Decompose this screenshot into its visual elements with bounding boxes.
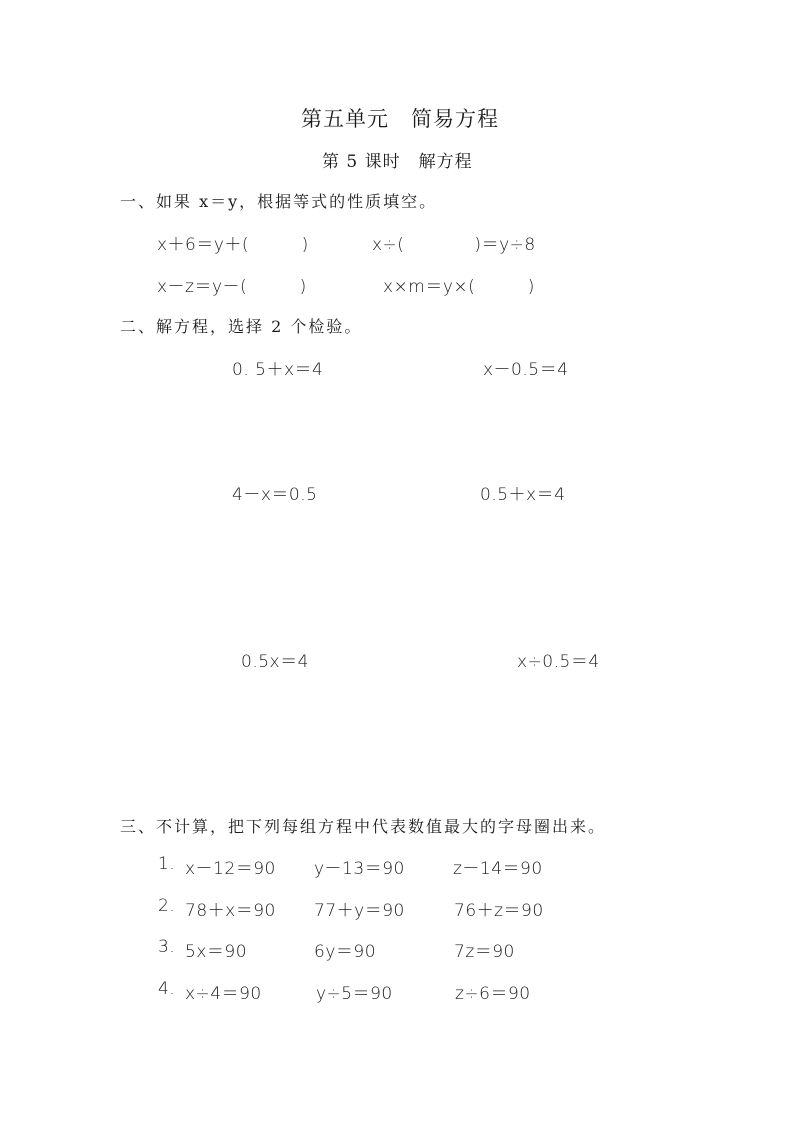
row-number: 2. bbox=[158, 896, 176, 916]
equation: z÷6＝90 bbox=[455, 984, 531, 1004]
equation: x÷0.5＝4 bbox=[517, 652, 600, 672]
equation: 6y＝90 bbox=[314, 942, 377, 962]
equation: 0.5x＝4 bbox=[241, 652, 309, 672]
fill-blank-item: x＋6＝y＋( ) bbox=[157, 235, 309, 255]
fill-blank-item: x÷( )＝y÷8 bbox=[372, 235, 536, 255]
equation: 5x＝90 bbox=[185, 942, 248, 962]
equation: 4－x＝0.5 bbox=[232, 485, 318, 505]
section-2-heading: 二、解方程，选择 2 个检验。 bbox=[120, 317, 363, 336]
row-number: 3. bbox=[158, 937, 176, 957]
equation: 0.5＋x＝4 bbox=[480, 485, 566, 505]
equation: z－14＝90 bbox=[453, 859, 543, 879]
section-3-heading: 三、不计算，把下列每组方程中代表数值最大的字母圈出来。 bbox=[120, 817, 607, 836]
equation: x－0.5＝4 bbox=[483, 360, 569, 380]
equation: y－13＝90 bbox=[314, 859, 405, 879]
equation: 77＋y＝90 bbox=[314, 901, 405, 921]
fill-blank-item: x×m＝y×( ) bbox=[383, 277, 535, 297]
equation: x÷4＝90 bbox=[185, 984, 262, 1004]
section-1-heading: 一、如果 x＝y，根据等式的性质填空。 bbox=[120, 192, 438, 211]
equation: x－12＝90 bbox=[185, 859, 276, 879]
fill-blank-item: x－z＝y－( ) bbox=[157, 277, 307, 297]
page-title: 第五单元 简易方程 bbox=[301, 107, 499, 131]
page-subtitle: 第 5 课时 解方程 bbox=[322, 152, 473, 172]
equation: y÷5＝90 bbox=[316, 984, 393, 1004]
equation: 7z＝90 bbox=[454, 942, 515, 962]
equation: 76＋z＝90 bbox=[454, 901, 544, 921]
row-number: 4. bbox=[158, 979, 176, 999]
equation: 78＋x＝90 bbox=[185, 901, 276, 921]
row-number: 1. bbox=[158, 854, 176, 874]
equation: 0. 5＋x＝4 bbox=[232, 360, 324, 380]
